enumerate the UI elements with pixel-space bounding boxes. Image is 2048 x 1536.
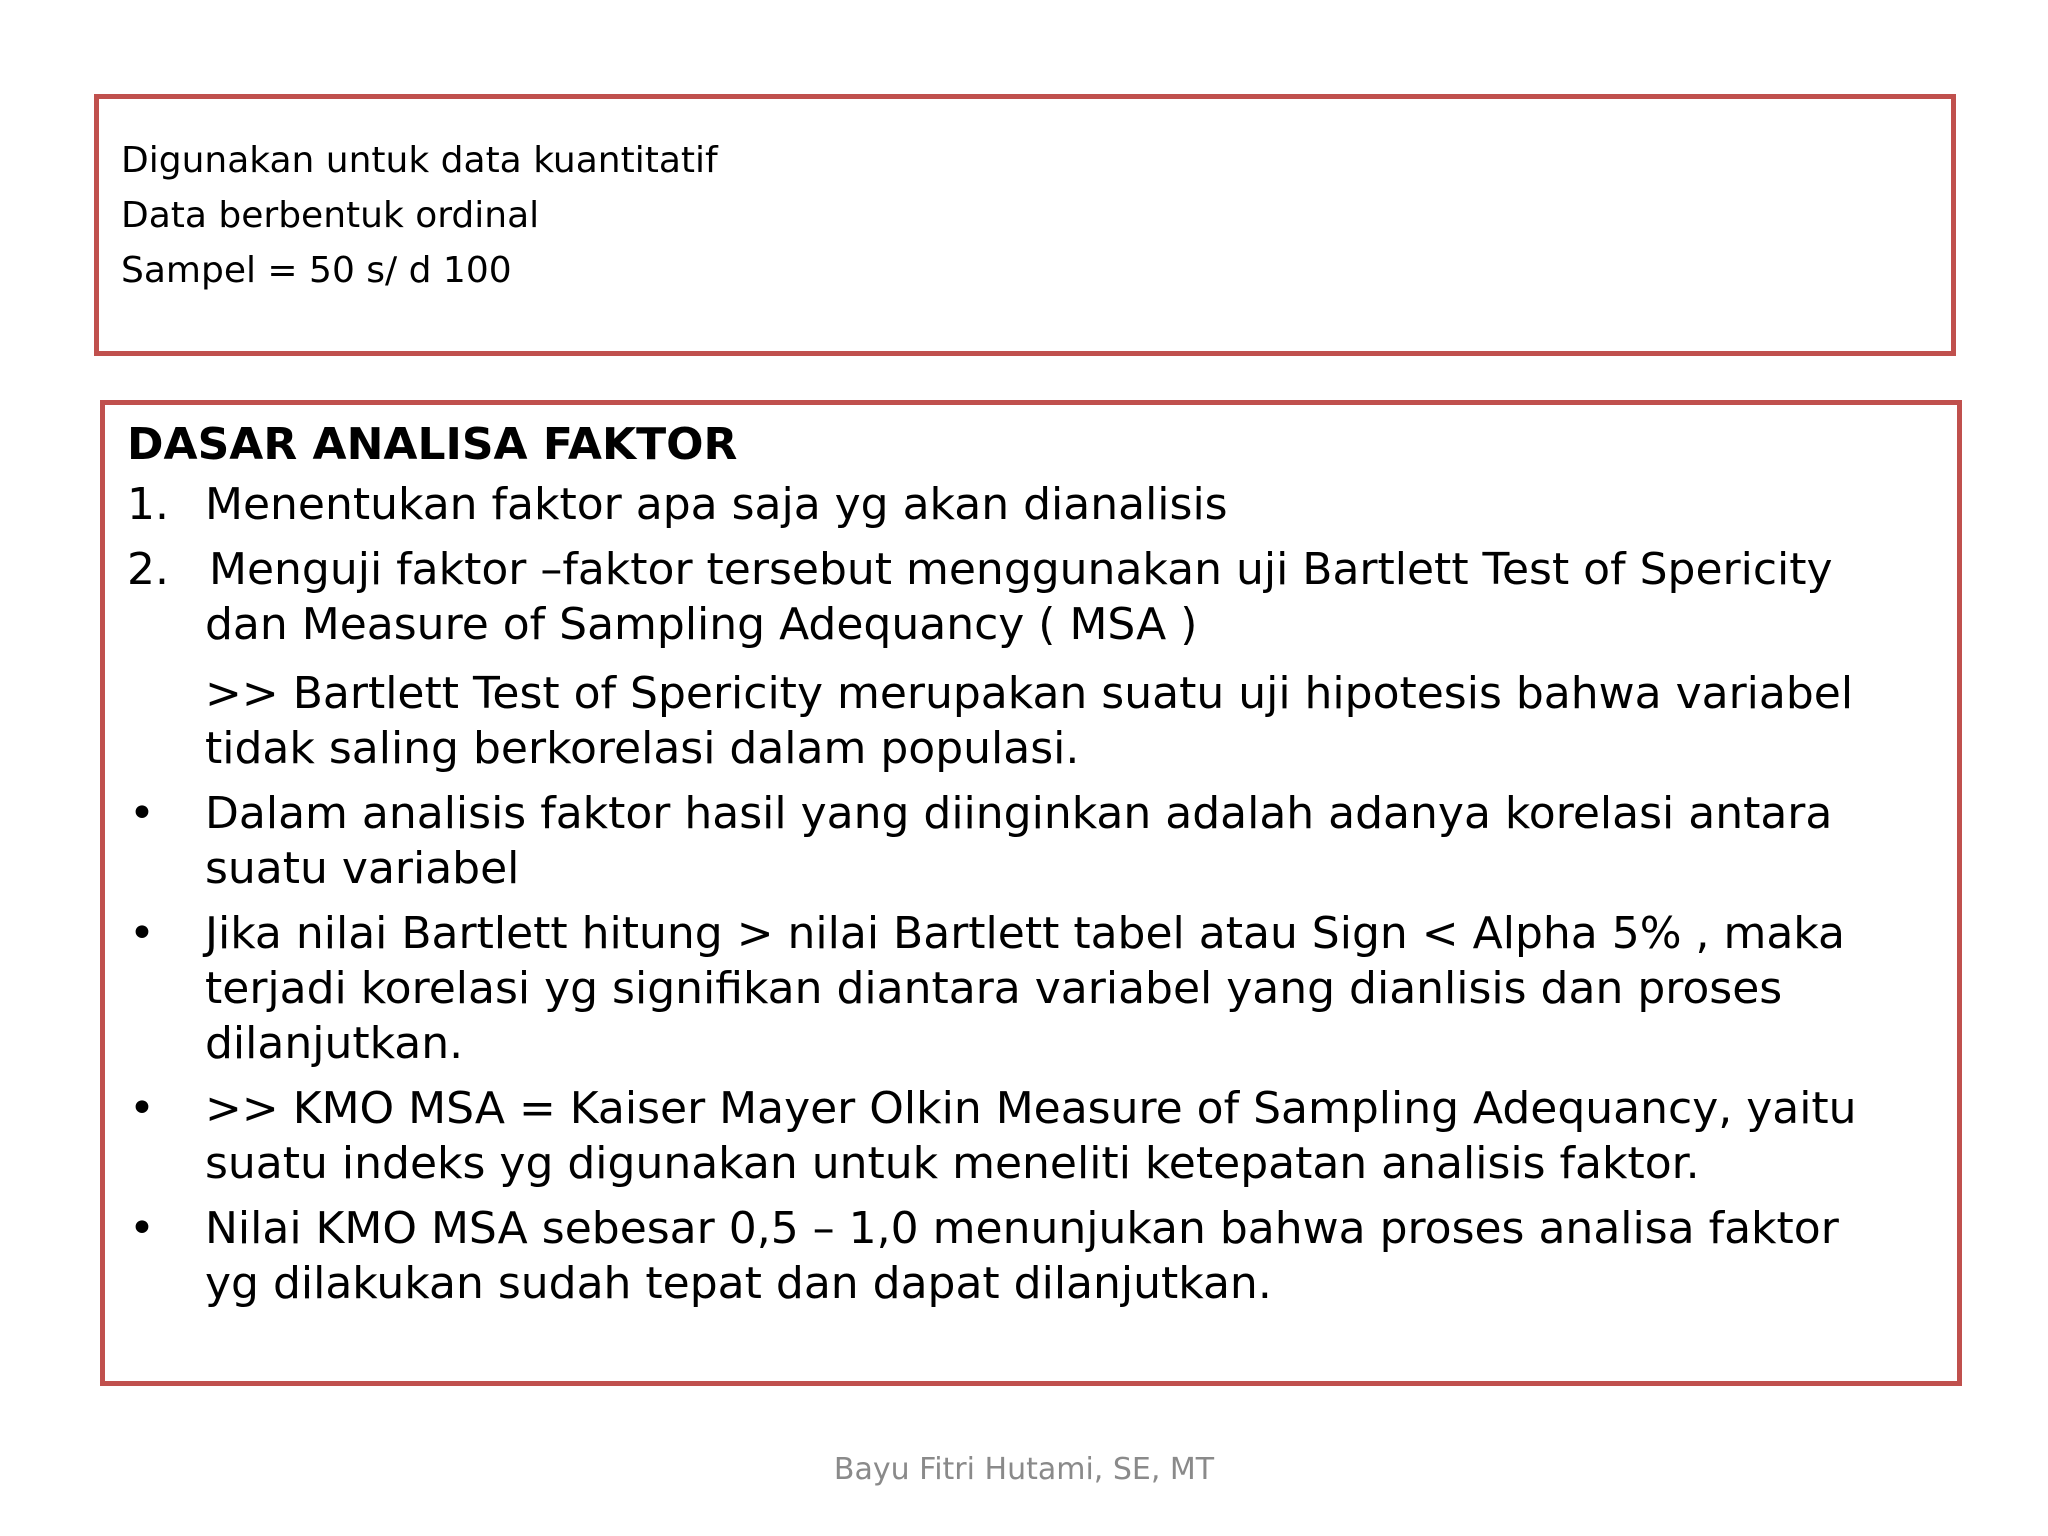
numbered-item-2	[127, 542, 1937, 652]
bartlett-note	[127, 666, 1937, 776]
criteria-box	[94, 94, 1956, 356]
footer-author: Bayu Fitri Hutami, SE, MT	[833, 1452, 1215, 1487]
bullet-icon: •	[129, 1083, 155, 1134]
item-text-line: Menguji faktor –faktor tersebut menggunakan uji Bartlett Test of Spericity	[209, 544, 1833, 595]
criteria-line-data-scale: Data berbentuk ordinal	[121, 195, 540, 236]
item-text-line: yg dilakukan sudah tepat dan dapat dilanjutkan.	[205, 1258, 1272, 1309]
item-text-line: terjadi korelasi yg signifikan diantara variabel yang dianlisis dan proses	[205, 963, 1783, 1014]
numbered-item-1	[127, 477, 1937, 532]
item-text-line: dan Measure of Sampling Adequancy ( MSA )	[205, 599, 1198, 650]
item-text-line: >> KMO MSA = Kaiser Mayer Olkin Measure of Sampling Adequancy, yaitu	[205, 1083, 1857, 1134]
bullet-item-1	[127, 786, 1937, 896]
item-text-line: Menentukan faktor apa saja yg akan dianalisis	[205, 479, 1228, 530]
note-text-line: tidak saling berkorelasi dalam populasi.	[205, 723, 1080, 774]
item-number: 1.	[127, 479, 169, 530]
bullet-item-4	[127, 1201, 1937, 1311]
note-text-line: >> Bartlett Test of Spericity merupakan suatu uji hipotesis bahwa variabel	[205, 668, 1854, 719]
bullet-icon: •	[129, 1203, 155, 1254]
criteria-line-data-type: Digunakan untuk data kuantitatif	[121, 140, 718, 181]
item-text-line: Jika nilai Bartlett hitung > nilai Bartlett tabel atau Sign < Alpha 5% , maka	[205, 908, 1845, 959]
bullet-icon: •	[129, 908, 155, 959]
item-text-line: Dalam analisis faktor hasil yang diinginkan adalah adanya korelasi antara	[205, 788, 1833, 839]
item-text-line: suatu indeks yg digunakan untuk meneliti ketepatan analisis faktor.	[205, 1138, 1700, 1189]
bullet-item-3	[127, 1081, 1937, 1191]
factor-analysis-box	[100, 400, 1962, 1386]
item-number: 2.	[127, 544, 169, 595]
item-text-line: Nilai KMO MSA sebesar 0,5 – 1,0 menunjukan bahwa proses analisa faktor	[205, 1203, 1839, 1254]
item-text-line: suatu variabel	[205, 843, 520, 894]
criteria-line-sample-size: Sampel = 50 s/ d 100	[121, 250, 512, 291]
bullet-item-2	[127, 906, 1937, 1071]
section-heading: DASAR ANALISA FAKTOR	[127, 419, 738, 470]
item-text-line: dilanjutkan.	[205, 1018, 464, 1069]
bullet-icon: •	[129, 788, 155, 839]
